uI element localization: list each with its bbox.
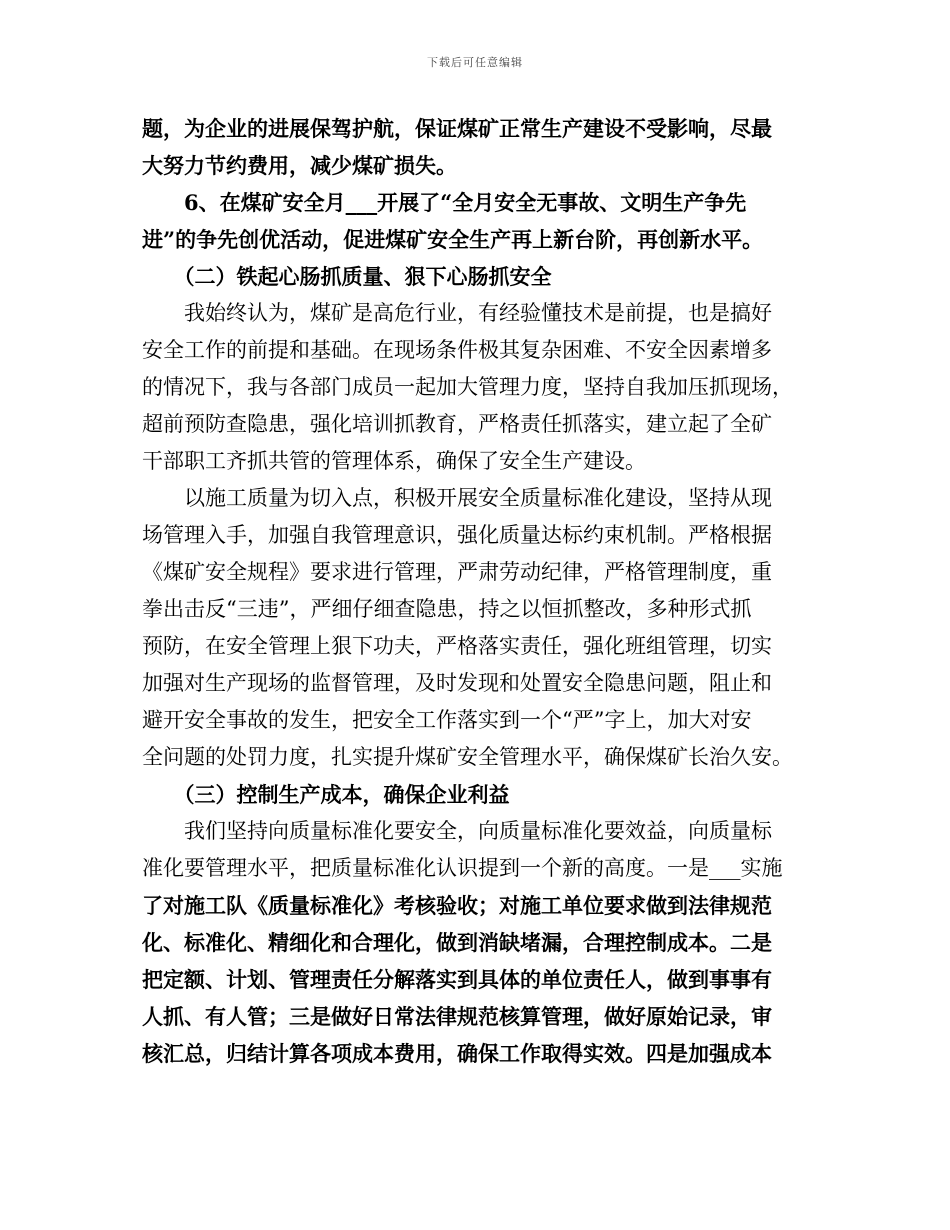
text-line: 题，为企业的进展保驾护航，保证煤矿正常生产建设不受影响，尽最 (142, 116, 772, 141)
text-line: 场管理入手，加强自我管理意识，强化质量达标约束机制。严格根据 (142, 523, 772, 547)
text-line: 核汇总，归结计算各项成本费用，确保工作取得实效。四是加强成本 (142, 1041, 772, 1066)
text-line: 大努力节约费用，减少煤矿损失。 (142, 153, 457, 178)
text-line: 我始终认为，煤矿是高危行业，有经验懂技术是前提，也是搞好 (142, 301, 772, 325)
text-line: 我们坚持向质量标准化要安全，向质量标准化要效益，向质量标 (142, 819, 772, 843)
text-line: 避开安全事故的发生，把安全工作落实到一个“严”字上，加大对安 (142, 708, 752, 732)
text-line: 安全工作的前提和基础。在现场条件极其复杂困难、不安全因素增多 (142, 338, 772, 362)
page-header: 下载后可任意编辑 (427, 56, 523, 69)
text-line: 全问题的处罚力度，扎实提升煤矿安全管理水平，确保煤矿长治久安。 (142, 745, 793, 769)
text-line: 超前预防查隐患，强化培训抓教育，严格责任抓落实，建立起了全矿 (142, 412, 772, 436)
text-line: 以施工质量为切入点，积极开展安全质量标准化建设，坚持从现 (142, 486, 772, 510)
text-line: 6、在煤矿安全月___开展了“全月安全无事故、文明生产争先 (142, 190, 747, 215)
text-line: 把定额、计划、管理责任分解落实到具体的单位责任人，做到事事有 (142, 967, 772, 992)
text-line: 人抓、有人管；三是做好日常法律规范核算管理，做好原始记录，审 (142, 1004, 772, 1029)
text-line: 准化要管理水平，把质量标准化认识提到一个新的高度。一是___实施 (142, 856, 783, 880)
text-line: 干部职工齐抓共管的管理体系，确保了安全生产建设。 (142, 449, 646, 473)
section-heading: （二）铁起心肠抓质量、狠下心肠抓安全 (142, 264, 552, 289)
text-line: 《煤矿安全规程》要求进行管理，严肃劳动纪律，严格管理制度，重 (142, 560, 772, 584)
text-line: 拳出击反“三违”，严细仔细查隐患，持之以恒抓整改，多种形式抓 (142, 597, 752, 621)
text-line: 加强对生产现场的监督管理，及时发现和处置安全隐患问题，阻止和 (142, 671, 772, 695)
text-line: 预防，在安全管理上狠下功夫，严格落实责任，强化班组管理，切实 (142, 634, 772, 658)
text-line: 了对施工队《质量标准化》考核验收；对施工单位要求做到法律规范 (142, 893, 772, 918)
section-heading: （三）控制生产成本，确保企业利益 (142, 782, 510, 807)
text-line: 化、标准化、精细化和合理化，做到消缺堵漏，合理控制成本。二是 (142, 930, 772, 955)
text-line: 进”的争先创优活动，促进煤矿安全生产再上新台阶，再创新水平。 (142, 227, 764, 252)
text-line: 的情况下，我与各部门成员一起加大管理力度，坚持自我加压抓现场， (142, 375, 793, 399)
